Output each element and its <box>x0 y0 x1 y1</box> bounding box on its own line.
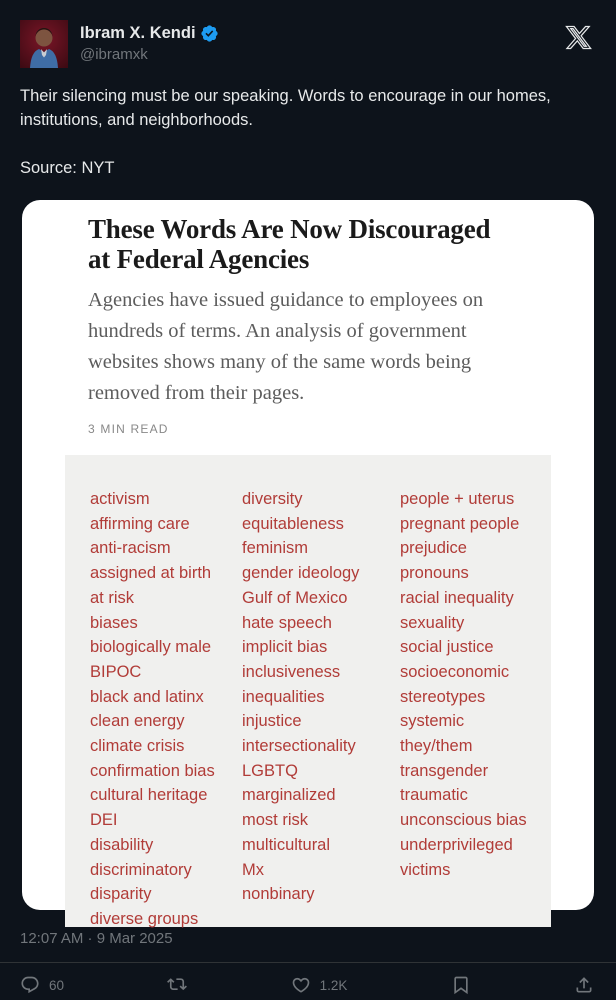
discouraged-word: disparity <box>90 885 152 904</box>
discouraged-word: marginalized <box>242 786 336 805</box>
discouraged-word: disability <box>90 835 154 854</box>
discouraged-word: biases <box>90 613 138 632</box>
discouraged-word: Gulf of Mexico <box>242 588 348 607</box>
discouraged-word: anti-racism <box>90 539 171 558</box>
discouraged-word: diversity <box>242 490 303 508</box>
discouraged-word: injustice <box>242 712 302 731</box>
reply-icon <box>20 975 40 995</box>
discouraged-word: nonbinary <box>242 885 315 904</box>
tweet-text: Their silencing must be our speaking. Words to encourage in our homes, institutions, and neighborhoods. <box>20 87 551 129</box>
discouraged-word: diverse groups <box>90 909 199 928</box>
timestamp: 12:07 AM · 9 Mar 2025 <box>20 930 173 947</box>
discouraged-words-panel <box>65 455 551 927</box>
display-name[interactable]: Ibram X. Kendi <box>80 24 196 42</box>
repost-icon <box>167 975 187 995</box>
identity-block <box>80 20 219 65</box>
discouraged-word: clean energy <box>90 712 185 731</box>
x-logo-icon[interactable] <box>565 24 592 56</box>
action-bar <box>0 963 616 995</box>
discouraged-word: systemic <box>400 712 465 731</box>
discouraged-word: unconscious bias <box>400 811 527 830</box>
user-handle[interactable]: @ibramxk <box>80 46 148 63</box>
discouraged-word: cultural heritage <box>90 786 208 805</box>
discouraged-word: people + uterus <box>400 490 515 508</box>
discouraged-word: biologically male <box>90 638 212 657</box>
discouraged-word: intersectionality <box>242 737 356 756</box>
discouraged-word: hate speech <box>242 613 332 632</box>
discouraged-word: DEI <box>90 811 118 830</box>
discouraged-word: social justice <box>400 638 494 657</box>
discouraged-word: BIPOC <box>90 662 142 681</box>
discouraged-word: they/them <box>400 737 473 756</box>
like-button[interactable] <box>291 975 348 995</box>
share-icon <box>574 975 594 995</box>
discouraged-word: racial inequality <box>400 588 514 607</box>
bookmark-button[interactable] <box>451 975 471 995</box>
discouraged-word: pronouns <box>400 564 469 583</box>
discouraged-word: assigned at birth <box>90 564 212 583</box>
discouraged-word: most risk <box>242 811 308 830</box>
discouraged-word: confirmation bias <box>90 761 215 780</box>
tweet-source-text: Source: NYT <box>20 159 115 177</box>
like-count: 1.2K <box>319 977 348 993</box>
discouraged-word: black and latinx <box>90 687 204 706</box>
discouraged-word: affirming care <box>90 514 190 533</box>
discouraged-word: underprivileged <box>400 835 513 854</box>
repost-button[interactable] <box>167 975 187 995</box>
discouraged-word: discriminatory <box>90 860 192 879</box>
discouraged-word: sexuality <box>400 613 465 632</box>
share-button[interactable] <box>574 975 594 995</box>
discouraged-word: prejudice <box>400 539 467 558</box>
discouraged-word: equitableness <box>242 514 344 533</box>
discouraged-word: activism <box>90 490 150 508</box>
article-read-time: 3 MIN READ <box>88 422 169 436</box>
discouraged-word: inequalities <box>242 687 325 706</box>
discouraged-word: traumatic <box>400 786 468 805</box>
article-subtitle: Agencies have issued guidance to employees on hundreds of terms. An analysis of government websites shows many of the same words being removed from their pages. <box>88 289 484 404</box>
article-image-card[interactable] <box>22 200 594 928</box>
discouraged-word: inclusiveness <box>242 662 341 681</box>
discouraged-word: LGBTQ <box>242 761 298 780</box>
discouraged-word: transgender <box>400 761 489 780</box>
word-column-2 <box>242 487 400 932</box>
discouraged-word: multicultural <box>242 835 331 854</box>
word-column-3 <box>400 487 551 932</box>
discouraged-word: victims <box>400 860 451 879</box>
article-headline: These Words Are Now Discouraged at Federal Agencies <box>88 214 491 274</box>
discouraged-word: stereotypes <box>400 687 486 706</box>
discouraged-word: implicit bias <box>242 638 328 657</box>
discouraged-word: feminism <box>242 539 309 558</box>
discouraged-word: pregnant people <box>400 514 520 533</box>
reply-count: 60 <box>49 977 65 993</box>
avatar[interactable] <box>20 20 68 68</box>
discouraged-word: climate crisis <box>90 737 185 756</box>
bookmark-icon <box>451 975 471 995</box>
discouraged-word: at risk <box>90 588 135 607</box>
discouraged-word: Mx <box>242 860 264 879</box>
verified-badge-icon <box>200 24 219 43</box>
avatar-image <box>20 20 68 68</box>
like-icon <box>291 975 311 995</box>
discouraged-word: gender ideology <box>242 564 360 583</box>
discouraged-word: socioeconomic <box>400 662 510 681</box>
post-header <box>20 20 596 68</box>
word-column-1 <box>90 487 242 932</box>
reply-button[interactable] <box>20 975 64 995</box>
